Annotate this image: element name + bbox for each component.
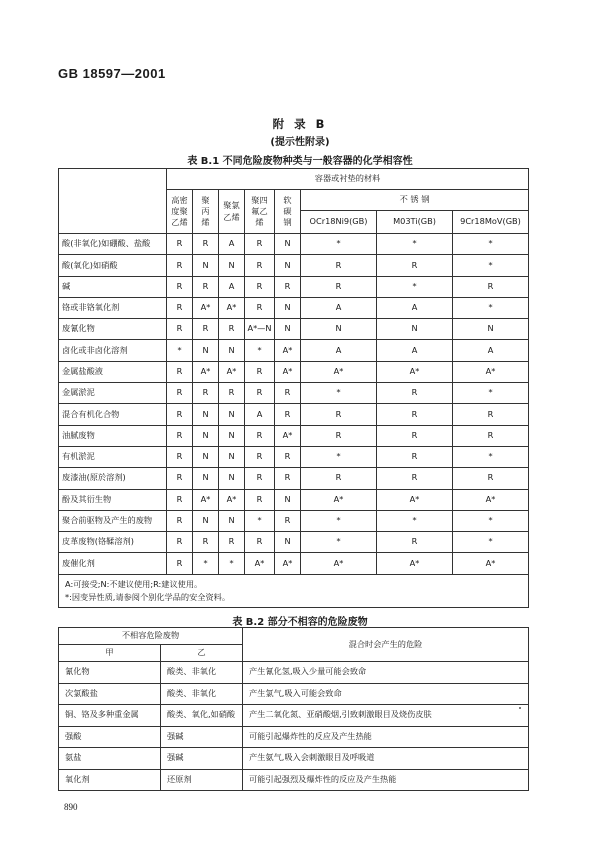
header-b: 乙	[161, 645, 243, 662]
waste-a-cell: 氧化剂	[59, 769, 161, 791]
compatibility-cell: *	[453, 234, 529, 255]
compatibility-cell: *	[301, 510, 377, 531]
compatibility-cell: R	[219, 383, 245, 404]
compatibility-table	[58, 168, 529, 608]
table-row	[59, 510, 529, 531]
col-hdpe: 高密 度聚 乙烯	[167, 190, 193, 234]
compatibility-cell: A*	[301, 489, 377, 510]
waste-type-cell: 卤化或非卤化溶剂	[59, 340, 167, 361]
compatibility-cell: *	[453, 297, 529, 318]
col-ss1: OCr18Ni9(GB)	[301, 211, 377, 234]
hazard-cell: 产生氨气,吸入会刺激眼目及呼吸道	[243, 748, 529, 770]
table1-notes	[59, 574, 529, 607]
compatibility-cell: R	[167, 404, 193, 425]
waste-type-cell: 碱	[59, 276, 167, 297]
table-row	[59, 489, 529, 510]
waste-type-cell: 油腻废物	[59, 425, 167, 446]
waste-a-cell: 强酸	[59, 726, 161, 748]
compatibility-cell: R	[167, 425, 193, 446]
compatibility-cell: R	[167, 361, 193, 382]
table-row	[59, 234, 529, 255]
hazard-cell: 可能引起爆炸性的反应及产生热能	[243, 726, 529, 748]
compatibility-cell: R	[275, 446, 301, 467]
compatibility-cell: R	[377, 468, 453, 489]
compatibility-cell: N	[275, 297, 301, 318]
table-row	[59, 705, 529, 727]
compatibility-cell: R	[275, 404, 301, 425]
compatibility-cell: R	[245, 489, 275, 510]
table-row	[59, 446, 529, 467]
waste-type-cell: 酸(氧化)如硝酸	[59, 255, 167, 276]
table-row	[59, 340, 529, 361]
compatibility-cell: N	[193, 404, 219, 425]
compatibility-cell: R	[275, 276, 301, 297]
compatibility-cell: N	[453, 319, 529, 340]
hazard-cell: 产生氯气,吸入可能会致命	[243, 683, 529, 705]
table-row	[59, 683, 529, 705]
table-row	[59, 255, 529, 276]
compatibility-cell: R	[377, 404, 453, 425]
compatibility-cell: A*	[453, 553, 529, 574]
compatibility-cell: *	[453, 383, 529, 404]
table-row	[59, 726, 529, 748]
waste-type-cell: 废漆油(原於溶剂)	[59, 468, 167, 489]
note-legend: A:可接受;N:不建议使用;R:建议使用。	[65, 579, 203, 590]
compatibility-cell: *	[453, 510, 529, 531]
compatibility-cell: A	[377, 340, 453, 361]
compatibility-cell: A*	[453, 489, 529, 510]
compatibility-cell: N	[193, 255, 219, 276]
compatibility-cell: A*	[275, 361, 301, 382]
waste-type-cell: 有机淤泥	[59, 446, 167, 467]
compatibility-cell: N	[219, 255, 245, 276]
col-ss3: 9Cr18MoV(GB)	[453, 211, 529, 234]
compatibility-cell: R	[167, 489, 193, 510]
waste-a-cell: 铜、铬及多种重金属	[59, 705, 161, 727]
compatibility-cell: A	[219, 276, 245, 297]
table1-caption: 表 B.1 不同危险废物种类与一般容器的化学相容性	[187, 156, 413, 167]
compatibility-cell: R	[275, 383, 301, 404]
waste-b-cell: 酸类、非氧化	[161, 683, 243, 705]
compatibility-cell: R	[245, 425, 275, 446]
waste-b-cell: 酸类、非氧化	[161, 662, 243, 684]
compatibility-cell: R	[245, 532, 275, 553]
compatibility-cell: A*	[219, 489, 245, 510]
waste-type-cell: 铬或非铬氧化剂	[59, 297, 167, 318]
compatibility-cell: A*	[193, 489, 219, 510]
compatibility-cell: R	[167, 297, 193, 318]
compatibility-cell: R	[193, 319, 219, 340]
compatibility-cell: N	[219, 425, 245, 446]
compatibility-cell: *	[377, 234, 453, 255]
stray-mark	[519, 707, 521, 709]
compatibility-cell: A	[245, 404, 275, 425]
compatibility-cell: R	[193, 276, 219, 297]
waste-type-cell: 酸(非氧化)如硼酸、盐酸	[59, 234, 167, 255]
waste-type-cell: 皮革废物(铬鞣溶剂)	[59, 532, 167, 553]
hazard-header: 混合时会产生的危险	[243, 628, 529, 662]
compatibility-cell: N	[219, 510, 245, 531]
compatibility-cell: R	[193, 234, 219, 255]
waste-b-cell: 酸类、氧化,如硝酸	[161, 705, 243, 727]
compatibility-cell: N	[275, 489, 301, 510]
compatibility-cell: R	[301, 255, 377, 276]
compatibility-cell: R	[377, 383, 453, 404]
compatibility-cell: A*	[193, 297, 219, 318]
compatibility-cell: N	[275, 319, 301, 340]
incompatible-header: 不相容危险废物	[59, 628, 243, 645]
compatibility-cell: R	[167, 532, 193, 553]
appendix-title: 附 录 B	[272, 117, 328, 131]
waste-type-cell: 废催化剂	[59, 553, 167, 574]
table2-caption: 表 B.2 部分不相容的危险废物	[232, 617, 368, 628]
compatibility-cell: N	[275, 532, 301, 553]
waste-type-cell: 聚合前驱物及产生的废物	[59, 510, 167, 531]
table-row	[59, 404, 529, 425]
compatibility-cell: *	[377, 510, 453, 531]
compatibility-cell: N	[275, 255, 301, 276]
compatibility-cell: A	[301, 297, 377, 318]
compatibility-cell: A*	[275, 425, 301, 446]
compatibility-cell: N	[193, 468, 219, 489]
compatibility-cell: *	[193, 553, 219, 574]
waste-a-cell: 氨盐	[59, 748, 161, 770]
table-row	[59, 748, 529, 770]
compatibility-cell: R	[453, 404, 529, 425]
compatibility-cell: R	[301, 276, 377, 297]
note-asterisk: *:因变异性质,请参阅个别化学品的安全资料。	[65, 591, 231, 602]
waste-type-cell: 金属淤泥	[59, 383, 167, 404]
compatibility-cell: N	[193, 446, 219, 467]
col-pp: 聚 丙 烯	[193, 190, 219, 234]
waste-a-cell: 次氯酸盐	[59, 683, 161, 705]
compatibility-cell: R	[193, 383, 219, 404]
page-number: 890	[64, 802, 78, 812]
appendix-subtitle: (提示性附录)	[270, 137, 330, 148]
waste-type-cell: 混合有机化合物	[59, 404, 167, 425]
table-row	[59, 425, 529, 446]
col-ptfe: 聚四 氟乙 烯	[245, 190, 275, 234]
table-row	[59, 662, 529, 684]
compatibility-cell: R	[245, 383, 275, 404]
compatibility-cell: A*	[377, 489, 453, 510]
compatibility-cell: R	[245, 255, 275, 276]
waste-type-cell: 酚及其衍生物	[59, 489, 167, 510]
incompatible-wastes-table	[58, 627, 529, 791]
waste-b-cell: 强碱	[161, 726, 243, 748]
compatibility-cell: R	[301, 468, 377, 489]
hazard-cell: 产生二氧化氮、亚硝酸烟,引致刺激眼目及烧伤皮肤	[243, 705, 529, 727]
compatibility-cell: *	[453, 532, 529, 553]
compatibility-cell: R	[219, 532, 245, 553]
compatibility-cell: R	[245, 276, 275, 297]
compatibility-cell: R	[219, 319, 245, 340]
table-row	[59, 769, 529, 791]
compatibility-cell: R	[167, 255, 193, 276]
col-pvc: 聚氯 乙烯	[219, 190, 245, 234]
compatibility-cell: A*—N	[245, 319, 275, 340]
compatibility-cell: A	[301, 340, 377, 361]
table-row	[59, 297, 529, 318]
compatibility-cell: A*	[245, 553, 275, 574]
compatibility-cell: A	[453, 340, 529, 361]
compatibility-cell: *	[301, 383, 377, 404]
compatibility-cell: R	[193, 532, 219, 553]
compatibility-cell: N	[219, 340, 245, 361]
compatibility-cell: R	[377, 255, 453, 276]
table-row	[59, 468, 529, 489]
waste-type-cell: 金属盐酸液	[59, 361, 167, 382]
compatibility-cell: A*	[193, 361, 219, 382]
compatibility-cell: A	[219, 234, 245, 255]
col-steel: 软 碳 钢	[275, 190, 301, 234]
compatibility-cell: N	[275, 234, 301, 255]
compatibility-cell: R	[167, 553, 193, 574]
compatibility-cell: N	[193, 340, 219, 361]
waste-a-cell: 氰化物	[59, 662, 161, 684]
waste-b-cell: 还原剂	[161, 769, 243, 791]
compatibility-cell: R	[377, 425, 453, 446]
compatibility-cell: A*	[301, 553, 377, 574]
compatibility-cell: R	[453, 276, 529, 297]
compatibility-cell: R	[301, 425, 377, 446]
compatibility-cell: *	[301, 446, 377, 467]
compatibility-cell: R	[245, 234, 275, 255]
table-row	[59, 276, 529, 297]
table-row	[59, 319, 529, 340]
compatibility-cell: R	[377, 446, 453, 467]
compatibility-cell: *	[219, 553, 245, 574]
compatibility-cell: R	[301, 404, 377, 425]
compatibility-cell: *	[245, 510, 275, 531]
compatibility-cell: R	[167, 234, 193, 255]
compatibility-cell: R	[245, 468, 275, 489]
compatibility-cell: R	[167, 446, 193, 467]
compatibility-cell: N	[301, 319, 377, 340]
compatibility-cell: A*	[275, 553, 301, 574]
compatibility-cell: A*	[377, 553, 453, 574]
table-row	[59, 532, 529, 553]
compatibility-cell: R	[453, 468, 529, 489]
standard-code: GB 18597—2001	[58, 66, 166, 81]
compatibility-cell: A*	[453, 361, 529, 382]
compatibility-cell: A*	[275, 340, 301, 361]
compatibility-cell: R	[275, 468, 301, 489]
material-group-header: 容器或衬垫的材料	[167, 169, 529, 190]
compatibility-cell: R	[167, 510, 193, 531]
compatibility-cell: *	[301, 532, 377, 553]
compatibility-cell: A*	[219, 361, 245, 382]
compatibility-cell: R	[167, 383, 193, 404]
compatibility-cell: *	[167, 340, 193, 361]
compatibility-cell: A*	[301, 361, 377, 382]
compatibility-cell: R	[245, 297, 275, 318]
table-row	[59, 553, 529, 574]
compatibility-cell: R	[245, 446, 275, 467]
table1-corner-cell	[59, 169, 167, 234]
compatibility-cell: R	[377, 532, 453, 553]
compatibility-cell: *	[301, 234, 377, 255]
table-row	[59, 383, 529, 404]
compatibility-cell: N	[193, 425, 219, 446]
compatibility-cell: *	[453, 446, 529, 467]
compatibility-cell: A	[377, 297, 453, 318]
waste-type-cell: 废氰化物	[59, 319, 167, 340]
hazard-cell: 产生氰化氢,吸入少量可能会致命	[243, 662, 529, 684]
header-a: 甲	[59, 645, 161, 662]
waste-b-cell: 强碱	[161, 748, 243, 770]
compatibility-cell: R	[453, 425, 529, 446]
compatibility-cell: N	[219, 446, 245, 467]
compatibility-cell: A*	[377, 361, 453, 382]
compatibility-cell: *	[377, 276, 453, 297]
compatibility-cell: R	[275, 510, 301, 531]
col-ss2: M03Ti(GB)	[377, 211, 453, 234]
stainless-steel-header: 不 锈 钢	[301, 190, 529, 211]
compatibility-cell: R	[167, 468, 193, 489]
compatibility-cell: *	[453, 255, 529, 276]
compatibility-cell: *	[245, 340, 275, 361]
compatibility-cell: R	[167, 319, 193, 340]
compatibility-cell: R	[167, 276, 193, 297]
compatibility-cell: N	[219, 404, 245, 425]
compatibility-cell: N	[219, 468, 245, 489]
compatibility-cell: R	[245, 361, 275, 382]
table-row	[59, 361, 529, 382]
compatibility-cell: N	[193, 510, 219, 531]
hazard-cell: 可能引起强烈及爆炸性的反应及产生热能	[243, 769, 529, 791]
compatibility-cell: A*	[219, 297, 245, 318]
compatibility-cell: N	[377, 319, 453, 340]
